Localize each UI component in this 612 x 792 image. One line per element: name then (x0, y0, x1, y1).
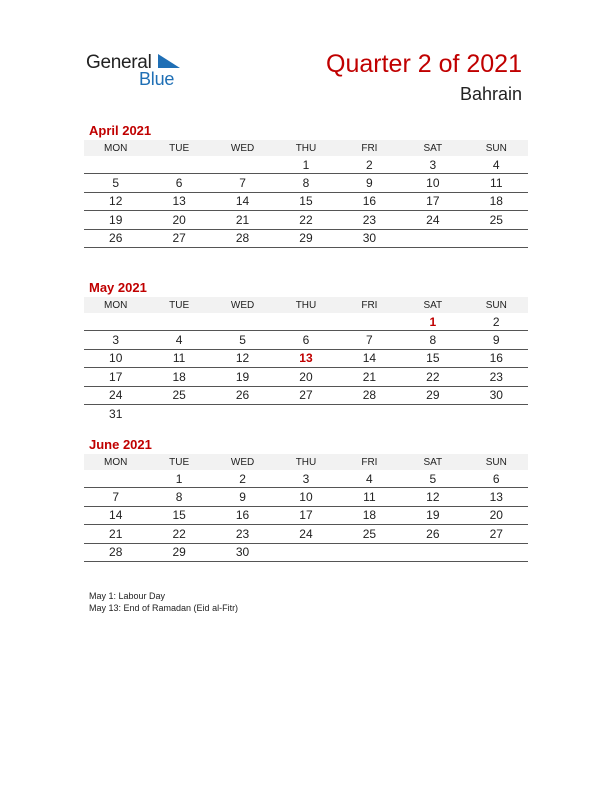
day-cell (84, 313, 147, 331)
day-cell: 6 (274, 331, 337, 349)
weekday-header: WED (211, 454, 274, 470)
week-row (84, 174, 528, 192)
generalblue-logo (86, 52, 196, 92)
month-june (84, 436, 528, 562)
day-cell: 30 (211, 543, 274, 561)
weekday-header: TUE (147, 454, 210, 470)
day-cell: 4 (147, 331, 210, 349)
day-cell: 18 (338, 506, 401, 524)
day-cell: 24 (84, 386, 147, 404)
day-cell: 15 (147, 506, 210, 524)
day-cell: 14 (211, 192, 274, 210)
day-cell: 24 (401, 211, 464, 229)
day-cell: 1 (147, 470, 210, 488)
day-cell: 2 (211, 470, 274, 488)
day-cell: 23 (211, 525, 274, 543)
day-cell: 5 (84, 174, 147, 192)
week-row (84, 368, 528, 386)
day-cell: 8 (147, 488, 210, 506)
day-cell (338, 543, 401, 561)
weekday-header: THU (274, 297, 337, 313)
day-cell: 21 (211, 211, 274, 229)
day-cell: 28 (211, 229, 274, 247)
day-cell: 4 (465, 156, 528, 174)
day-cell: 29 (147, 543, 210, 561)
day-cell: 31 (109, 406, 123, 421)
weekday-header: WED (211, 140, 274, 156)
day-cell: 6 (147, 174, 210, 192)
day-cell: 2 (338, 156, 401, 174)
day-cell: 10 (274, 488, 337, 506)
day-cell: 26 (401, 525, 464, 543)
day-cell: 20 (465, 506, 528, 524)
calendar-table (84, 297, 528, 422)
day-cell: 8 (274, 174, 337, 192)
day-cell (338, 313, 401, 331)
day-cell: 18 (147, 368, 210, 386)
day-cell: 11 (465, 174, 528, 192)
day-cell: 25 (338, 525, 401, 543)
day-cell: 19 (84, 211, 147, 229)
weekday-header: THU (274, 454, 337, 470)
day-cell (147, 313, 210, 331)
day-cell: 24 (274, 525, 337, 543)
day-cell: 23 (338, 211, 401, 229)
day-cell: 18 (465, 192, 528, 210)
day-cell: 17 (401, 192, 464, 210)
day-cell (211, 404, 274, 422)
week-row (84, 543, 528, 561)
day-cell: 22 (147, 525, 210, 543)
holiday-note: May 13: End of Ramadan (Eid al-Fitr) (89, 603, 239, 613)
month-april (84, 122, 528, 248)
day-cell: 11 (338, 488, 401, 506)
week-row (84, 331, 528, 349)
day-cell: 28 (84, 543, 147, 561)
day-cell: 13 (274, 349, 337, 367)
day-cell: 11 (147, 349, 210, 367)
day-cell: 7 (338, 331, 401, 349)
day-cell: 26 (84, 229, 147, 247)
logo-text-blue: Blue (139, 69, 175, 89)
day-cell: 30 (465, 386, 528, 404)
day-cell: 8 (401, 331, 464, 349)
calendar-table (84, 454, 528, 562)
day-cell: 25 (147, 386, 210, 404)
day-cell: 16 (338, 192, 401, 210)
day-cell: 12 (401, 488, 464, 506)
day-cell: 10 (401, 174, 464, 192)
day-cell (274, 543, 337, 561)
weekday-header: SUN (465, 454, 528, 470)
week-row (84, 506, 528, 524)
day-cell: 25 (465, 211, 528, 229)
day-cell (401, 404, 464, 422)
day-cell (274, 313, 337, 331)
month-title: April 2021 (89, 123, 152, 138)
day-cell: 15 (274, 192, 337, 210)
day-cell: 22 (274, 211, 337, 229)
day-cell: 26 (211, 386, 274, 404)
weekday-header: TUE (147, 297, 210, 313)
day-cell: 13 (465, 488, 528, 506)
month-title: May 2021 (89, 280, 147, 295)
day-cell: 3 (274, 470, 337, 488)
day-cell: 13 (147, 192, 210, 210)
weekday-header: FRI (338, 297, 401, 313)
weekday-header: MON (84, 140, 147, 156)
day-cell: 9 (338, 174, 401, 192)
day-cell (84, 470, 147, 488)
day-cell: 16 (465, 349, 528, 367)
day-cell (147, 404, 210, 422)
day-cell: 14 (338, 349, 401, 367)
day-cell: 4 (338, 470, 401, 488)
weekday-header: SUN (465, 140, 528, 156)
week-row (84, 386, 528, 404)
weekday-header: MON (84, 454, 147, 470)
weekday-header: TUE (147, 140, 210, 156)
day-cell: 16 (211, 506, 274, 524)
day-cell: 15 (401, 349, 464, 367)
day-cell (211, 313, 274, 331)
day-cell: 5 (401, 470, 464, 488)
day-cell: 7 (211, 174, 274, 192)
day-cell: 21 (84, 525, 147, 543)
page-title: Quarter 2 of 2021 (326, 50, 522, 78)
weekday-header: FRI (338, 454, 401, 470)
week-row (84, 229, 528, 247)
week-row (84, 211, 528, 229)
weekday-header-row (84, 140, 528, 156)
day-cell: 20 (147, 211, 210, 229)
day-cell: 10 (84, 349, 147, 367)
week-row (84, 404, 528, 422)
day-cell: 5 (211, 331, 274, 349)
week-row (84, 470, 528, 488)
weekday-header-row (84, 297, 528, 313)
day-cell: 6 (465, 470, 528, 488)
day-cell: 29 (401, 386, 464, 404)
day-cell: 27 (147, 229, 210, 247)
day-cell: 29 (274, 229, 337, 247)
week-row (84, 525, 528, 543)
day-cell: 30 (338, 229, 401, 247)
day-cell: 19 (211, 368, 274, 386)
day-cell: 12 (211, 349, 274, 367)
weekday-header: MON (84, 297, 147, 313)
day-cell (211, 156, 274, 174)
holiday-note: May 1: Labour Day (89, 591, 166, 601)
day-cell: 12 (84, 192, 147, 210)
weekday-header: WED (211, 297, 274, 313)
day-cell: 3 (401, 156, 464, 174)
day-cell: 28 (338, 386, 401, 404)
day-cell: 19 (401, 506, 464, 524)
week-row (84, 156, 528, 174)
day-cell (401, 543, 464, 561)
day-cell (147, 156, 210, 174)
week-row (84, 488, 528, 506)
weekday-header: SAT (401, 297, 464, 313)
day-cell: 23 (465, 368, 528, 386)
day-cell (465, 229, 528, 247)
day-cell: 3 (84, 331, 147, 349)
country-name: Bahrain (459, 84, 522, 104)
day-cell: 9 (465, 331, 528, 349)
weekday-header: SAT (401, 140, 464, 156)
logo-text-general: General (86, 52, 152, 73)
day-cell: 9 (211, 488, 274, 506)
day-cell: 17 (84, 368, 147, 386)
day-cell (465, 404, 528, 422)
month-title: June 2021 (89, 437, 152, 452)
week-row (84, 192, 528, 210)
weekday-header: THU (274, 140, 337, 156)
day-cell: 27 (274, 386, 337, 404)
holiday-notes (89, 590, 238, 614)
day-cell: 20 (274, 368, 337, 386)
month-may (84, 279, 528, 422)
day-cell: 27 (465, 525, 528, 543)
day-cell (465, 543, 528, 561)
week-row (84, 313, 528, 331)
day-cell: 22 (401, 368, 464, 386)
logo-triangle-icon (158, 54, 180, 70)
weekday-header: FRI (338, 140, 401, 156)
day-cell: 21 (338, 368, 401, 386)
day-cell (274, 404, 337, 422)
day-cell (84, 156, 147, 174)
day-cell: 17 (274, 506, 337, 524)
calendar-table (84, 140, 528, 248)
day-cell: 2 (465, 313, 528, 331)
week-row (84, 349, 528, 367)
day-cell (401, 229, 464, 247)
weekday-header: SAT (401, 454, 464, 470)
day-cell: 1 (401, 313, 464, 331)
day-cell: 7 (84, 488, 147, 506)
day-cell: 14 (84, 506, 147, 524)
day-cell (338, 404, 401, 422)
day-cell: 1 (274, 156, 337, 174)
weekday-header-row (84, 454, 528, 470)
weekday-header: SUN (465, 297, 528, 313)
